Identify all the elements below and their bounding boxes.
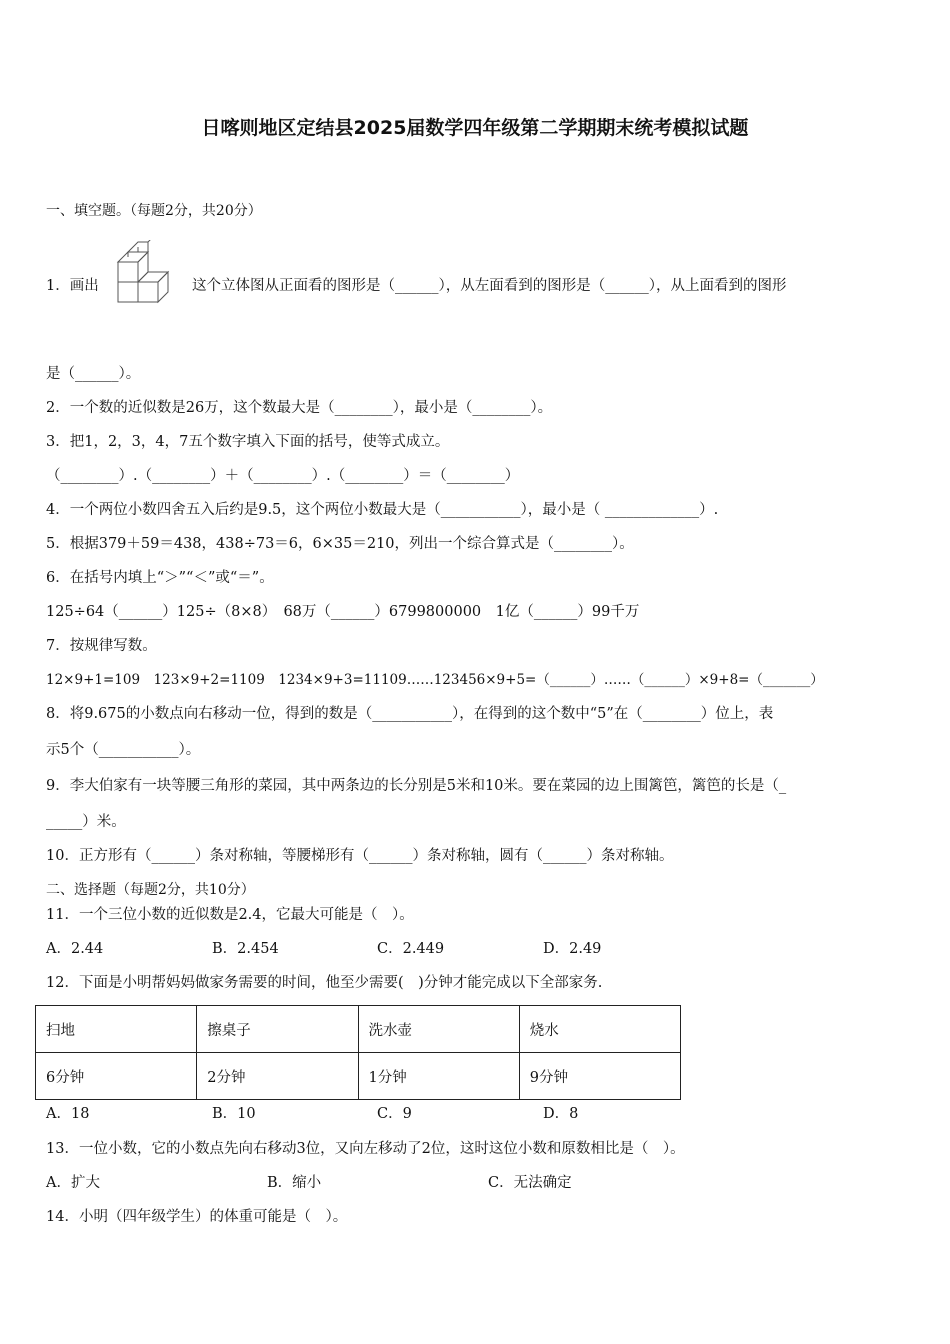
section-fill-blank: 一、填空题。（每题2分，共20分） [46,203,262,219]
table-cell: 2分钟 [197,1053,358,1100]
q12-option-b: B．10 [212,1106,256,1122]
question-1-text: 这个立体图从正面看的图形是（______），从左面看到的图形是（______），从上面看到的图形 [192,278,787,294]
table-cell: 6分钟 [36,1053,197,1100]
question-7-pattern: 12×9+1=109 123×9+2=1109 1234×9+3=11109……123456×9+5=（______）……（______）×9+8=（_______） [46,672,824,688]
question-4: 4．一个两位小数四舍五入后约是9.5，这个两位小数最大是（___________），最小是（ _____________）. [46,502,719,518]
table-row [36,1006,681,1053]
question-11: 11．一个三位小数的近似数是2.4，它最大可能是（ ）。 [46,907,414,923]
chores-table [35,1005,681,1100]
q13-option-a: A．扩大 [46,1175,100,1191]
question-14: 14．小明（四年级学生）的体重可能是（ ）。 [46,1209,348,1225]
question-10: 10．正方形有（______）条对称轴，等腰梯形有（______）条对称轴，圆有（______）条对称轴。 [46,848,674,864]
question-13: 13．一位小数，它的小数点先向右移动3位，又向左移动了2位，这时这位小数和原数相比是（ ）。 [46,1141,685,1157]
q11-option-a: A．2.44 [46,941,104,957]
table-cell: 洗水壶 [358,1006,519,1053]
q11-option-b: B．2.454 [212,941,279,957]
q11-option-d: D．2.49 [543,941,602,957]
section-multiple-choice: 二、选择题（每题2分，共10分） [46,882,255,898]
table-row [36,1053,681,1100]
question-2: 2．一个数的近似数是26万，这个数最大是（________），最小是（________）。 [46,400,553,416]
cube-figure [115,240,177,306]
page-title: 日喀则地区定结县2025届数学四年级第二学期期末统考模拟试题 [201,117,749,139]
question-6-comparisons: 125÷64（______）125÷（8×8） 68万（______）6799800000 1亿（______）99千万 [46,604,640,620]
table-cell: 1分钟 [358,1053,519,1100]
table-cell: 擦桌子 [197,1006,358,1053]
question-8-continued: 示5个（___________）。 [46,742,201,758]
table-cell: 扫地 [36,1006,197,1053]
question-1-prefix: 1．画出 [46,278,99,294]
q11-option-c: C．2.449 [377,941,445,957]
q12-option-d: D．8 [543,1106,579,1122]
question-7: 7．按规律写数。 [46,638,157,654]
question-8: 8．将9.675的小数点向右移动一位，得到的数是（___________），在得到的这个数中“5”在（________）位上，表 [46,706,774,722]
q13-option-c: C．无法确定 [488,1175,572,1191]
question-6: 6．在括号内填上“＞”“＜”或“＝”。 [46,570,274,586]
table-cell: 9分钟 [519,1053,680,1100]
q12-option-c: C．9 [377,1106,412,1122]
question-9: 9．李大伯家有一块等腰三角形的菜园，其中两条边的长分别是5米和10米。要在菜园的边上围篱笆，篱笆的长是（_ [46,778,787,794]
table-cell: 烧水 [519,1006,680,1053]
q13-option-b: B．缩小 [267,1175,322,1191]
question-3-equation: （________）.（________）＋（________）.（________）＝（________） [46,468,520,484]
q12-option-a: A．18 [46,1106,90,1122]
question-5: 5．根据379＋59＝438，438÷73＝6，6×35＝210，列出一个综合算式是（________）。 [46,536,634,552]
question-12: 12．下面是小明帮妈妈做家务需要的时间，他至少需要( )分钟才能完成以下全部家务. [46,975,603,991]
question-9-continued: _____）米。 [46,814,126,830]
question-1-continued: 是（______）。 [46,366,141,382]
question-3: 3．把1，2，3，4，7五个数字填入下面的括号，使等式成立。 [46,434,450,450]
